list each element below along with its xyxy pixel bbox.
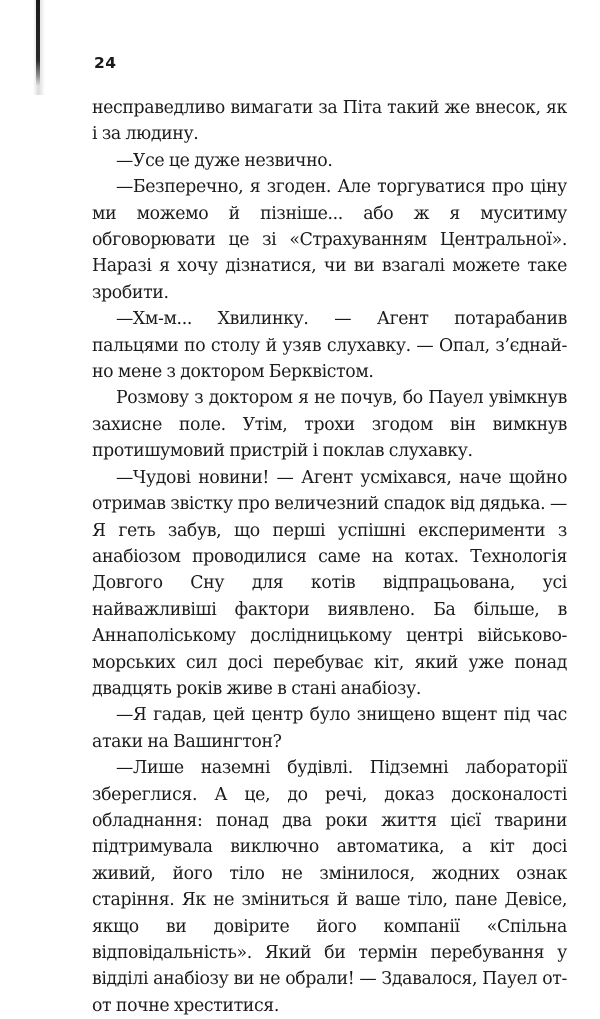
paragraph: —Хм-м... Хвилинку. — Агент потарабанив пальцями по столу й узяв слухавку. — Опал, з’єднай-но мене з доктором Берквістом.: [92, 309, 567, 383]
body-text: [92, 95, 567, 1019]
page-number: 24: [94, 54, 117, 72]
paragraph: —Я гадав, цей центр було знищено вщент під час атаки на Вашингтон?: [92, 705, 567, 752]
paragraph: Розмову з доктором я не почув, бо Пауел увімкнув захисне поле. Утім, трохи згодом він вимкнув протишумовий пристрій і поклав слухавку.: [92, 388, 567, 462]
paragraph: —Чудові новини! — Агент усміхався, наче щойно отримав звістку про величезний спадок від дядька. — Я геть забув, що перші успішні експерименти з анабіозом проводилися саме на котах. Технологія Довгого Сну для котів відпрацьована, усі найважливіші фактори виявлено. Ба більше, в Аннаполіському дослідницькому центрі військово-морських сил досі перебуває кіт, який уже понад двадцять років живе в стані анабіозу.: [92, 467, 567, 699]
paragraph: несправедливо вимагати за Піта такий же внесок, як і за людину.: [92, 98, 567, 145]
paragraph: —Безперечно, я згоден. Але торгуватися про ціну ми можемо й пізніше... або ж я муситиму обговорювати це зі «Страхуванням Центральної». Наразі я хочу дізнатися, чи ви взагалі можете таке зробити.: [92, 177, 567, 303]
page-binding-edge: [36, 0, 40, 86]
paragraph: —Лише наземні будівлі. Підземні лабораторії збереглися. А це, до речі, доказ досконалості обладнання: понад два роки життя цієї тварини підтримувала виключно автоматика, а кіт досі живий, його тіло не змінилося, жодних ознак старіння. Як не зміниться й ваше тіло, пане Девісе, якщо ви довірите його компанії «Спільна відповідальність». Який би термін перебування у відділі анабіозу ви не обрали! — Здавалося, Пауел от-от почне хреститися.: [92, 758, 567, 1016]
paragraph: —Усе це дуже незвично.: [116, 150, 333, 171]
